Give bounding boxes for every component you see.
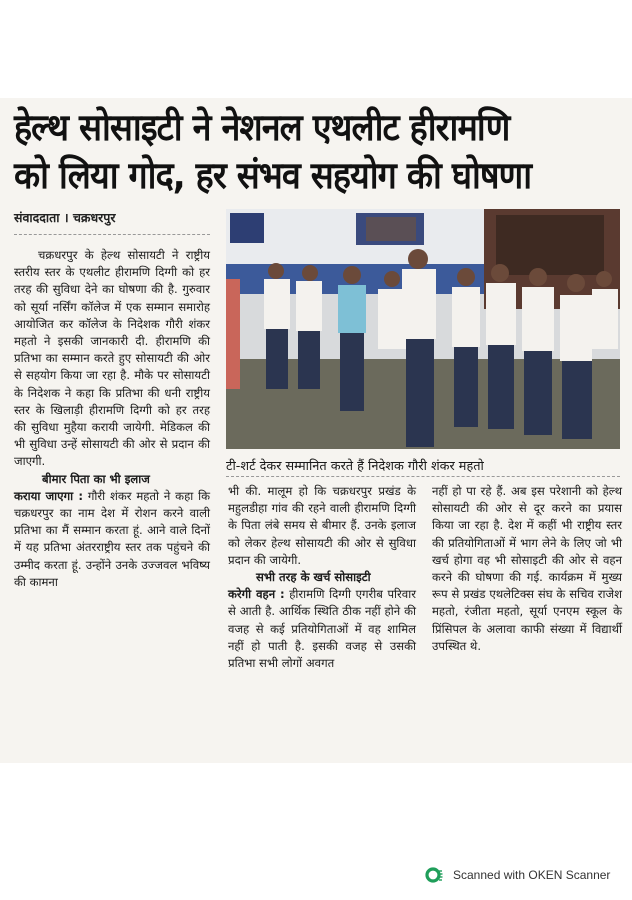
photo-award-ceremony bbox=[226, 209, 620, 449]
column-1-paragraph-2 bbox=[14, 471, 210, 591]
watermark-text: Scanned with OKEN Scanner bbox=[453, 868, 611, 882]
scanner-watermark bbox=[425, 866, 610, 884]
column-1-paragraph-2-text: गौरी शंकर महतो ने कहा कि चक्रधरपुर का नाम देश में रोशन करने वाली प्रतिभा का मैं सम्मान करता हूं. आने वाले दिनों में यह प्रतिभा अंतरराष्ट्रीय स्तर तक पहुंचने की उम्मीद करता हूं. उन्होंने उनके उज्जवल भविष्य की कामना bbox=[14, 488, 210, 589]
article-column-2 bbox=[228, 483, 416, 672]
subheading-sick-father-lead: कराया जाएगा : bbox=[14, 488, 83, 503]
dateline-divider bbox=[14, 234, 210, 235]
subheading-expenses-lead: करेगी वहन : bbox=[228, 587, 285, 602]
news-photo bbox=[226, 209, 620, 449]
subheading-expenses: सभी तरह के खर्च सोसाइटी bbox=[256, 570, 371, 585]
subheading-sick-father: बीमार पिता का भी इलाज bbox=[42, 471, 150, 486]
article-column-3 bbox=[432, 483, 622, 655]
headline bbox=[14, 104, 575, 200]
photo-caption: टी-शर्ट देकर सम्मानित करते हैं निदेशक गौरी शंकर महतो bbox=[226, 459, 484, 474]
headline-line-2: को लिया गोद, हर संभव सहयोग की घोषणा bbox=[14, 154, 532, 197]
headline-line-1: हेल्थ सोसाइटी ने नेशनल एथलीट हीरामणि bbox=[14, 106, 510, 149]
caption-divider bbox=[226, 476, 620, 477]
column-1-paragraph-1: चक्रधरपुर के हेल्थ सोसायटी ने राष्ट्रीय स्तरीय स्तर के एथलीट हीरामणि दिग्गी को हर तरह की सुविधा देने का घोषणा की है. गुरुवार को सूर्या नर्सिंग कॉलेज में एक सम्मान समारोह आयोजित कर कॉलेज के निदेशक गौरी शंकर महतो ने इसकी जानकारी दी. हीरामणि की प्रतिभा का सम्मान करते हुए सोसायटी की ओर से सहयोग किया जा रहा है. मौके पर सोसायटी के निदेशक ने कहा कि प्रतिभा की धनी राष्ट्रीय स्तर के खिलाड़ी हीरामणि दिग्गी को हर तरह की सुविधा मुहैया करायी जायेगी. मेडिकल की भी सुविधा उन्हें सोसायटी की ओर से प्रदान की जाएगी. bbox=[14, 248, 210, 469]
column-2-paragraph-2-text: हीरामणि दिग्गी एगरीब परिवार से आती है. आर्थिक स्थिति ठीक नहीं होने की वजह से कई प्रतियोगिताओं में वह शामिल नहीं हो पाती है. इसकी वजह से उसकी प्रतिभा सभी लोगों अवगत bbox=[228, 587, 416, 671]
column-3-paragraph-1: नहीं हो पा रहे हैं. अब इस परेशानी को हेल्थ सोसायटी की ओर से दूर करने का प्रयास किया जा रहा है. देश में कहीं भी राष्ट्रीय स्तर की प्रतियोगिताओं में भाग लेने के लिए जो भी खर्च होगा वह भी सोसाइटी की ओर से वहन करने की घोषणा की गई. कार्यक्रम में मुख्य रूप से प्रखंड एथलेटिक्स संघ के सचिव राजेश महतो, रंजीता महतो, सूर्या एनएम स्कूल के प्रिंसिपल के अलावा काफी संख्या में विद्यार्थी उपस्थित थे. bbox=[432, 484, 622, 653]
column-2-paragraph-2 bbox=[228, 569, 416, 672]
column-2-paragraph-1: भी की. मालूम हो कि चक्रधरपुर प्रखंड के महुलडीहा गांव की रहने वाली हीरामणि दिग्गी के पिता लंबे समय से बीमार हैं. उनके इलाज को लेकर हेल्थ सोसायटी की ओर से सुविधा प्रदान की जायेगी. bbox=[228, 484, 416, 567]
oken-scanner-logo-icon bbox=[425, 866, 443, 884]
article-column-1 bbox=[14, 247, 210, 591]
dateline: संवाददाता । चक्रधरपुर bbox=[14, 210, 116, 225]
